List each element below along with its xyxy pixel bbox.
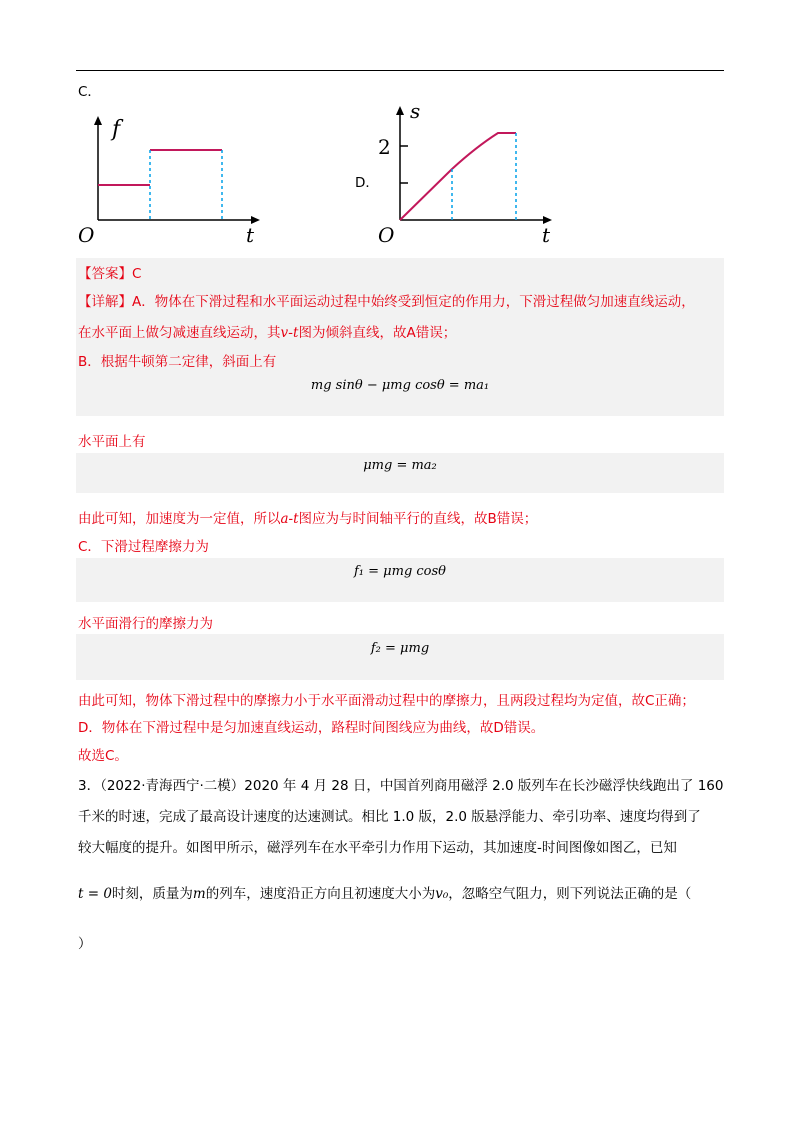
var-m: m: [192, 886, 206, 902]
question-3-line-3: 较大幅度的提升。如图甲所示，磁浮列车在水平牵引力作用下运动，其加速度-时间图像如图乙，已知: [78, 840, 677, 856]
var-t-equals-0: t = 0: [78, 886, 112, 902]
detail-line-7: 水平面滑行的摩擦力为: [78, 616, 213, 632]
detail-line-1: 【详解】A．物体在下滑过程和水平面运动过程中始终受到恒定的作用力，下滑过程做匀加速直线运动，: [78, 294, 695, 310]
graph-d-y-label: s: [410, 99, 421, 123]
question-3-line-2: 千米的时速，完成了最高设计速度的达速测试。相比 1.0 版，2.0 版悬浮能力、牵引功率、速度均得到了: [78, 809, 701, 825]
detail-line-2: 在水平面上做匀减速直线运动，其v-t图为倾斜直线，故A错误；: [78, 325, 457, 341]
graph-d-curve: [400, 133, 516, 220]
question-3-line-4: t = 0时刻，质量为m的列车，速度沿正方向且初速度大小为v₀，忽略空气阻力，则下列说法正确的是（: [78, 886, 692, 902]
graph-d-tick-2-label: 2: [378, 135, 391, 159]
graph-d: [376, 96, 576, 246]
option-d-label: D．: [355, 175, 379, 191]
question-3-line-1: 3．（2022·青海西宁·二模）2020 年 4 月 28 日，中国首列商用磁浮 2.0 版列车在长沙磁浮快线跑出了 160: [78, 778, 724, 794]
graph-c-origin: O: [78, 223, 95, 247]
header-rule: [76, 70, 724, 71]
graph-c: [76, 108, 276, 248]
graph-c-x-label: t: [246, 223, 255, 247]
option-c-label: C．: [78, 84, 101, 100]
detail-line-8: 由此可知，物体下滑过程中的摩擦力小于水平面滑动过程中的摩擦力，且两段过程均为定值，故C正确；: [78, 693, 695, 709]
detail-line-5: 由此可知，加速度为一定值，所以a-t图应为与时间轴平行的直线，故B错误；: [78, 511, 538, 527]
question-3-line-5: ）: [78, 936, 92, 952]
detail-line-9: D．物体在下滑过程中是匀加速直线运动，路程时间图线应为曲线，故D错误。: [78, 720, 545, 736]
equation-3: f₁ = μmg cosθ: [353, 564, 446, 579]
graph-d-origin: O: [378, 223, 395, 246]
detail-line-3: B．根据牛顿第二定律，斜面上有: [78, 354, 277, 370]
detail-line-10: 故选C。: [78, 748, 128, 764]
graph-d-axes: [396, 106, 552, 224]
equation-4: f₂ = μmg: [370, 641, 430, 656]
equation-1: mg sinθ − μmg cosθ = ma₁: [310, 378, 490, 393]
detail-line-4: 水平面上有: [78, 434, 146, 450]
equation-2: μmg = ma₂: [363, 458, 437, 473]
graph-d-x-label: t: [542, 223, 551, 246]
answer-label: 【答案】C: [78, 266, 142, 282]
detail-line-6: C．下滑过程摩擦力为: [78, 539, 209, 555]
graph-c-y-label: f: [112, 117, 121, 142]
var-v0: v₀: [435, 886, 449, 902]
